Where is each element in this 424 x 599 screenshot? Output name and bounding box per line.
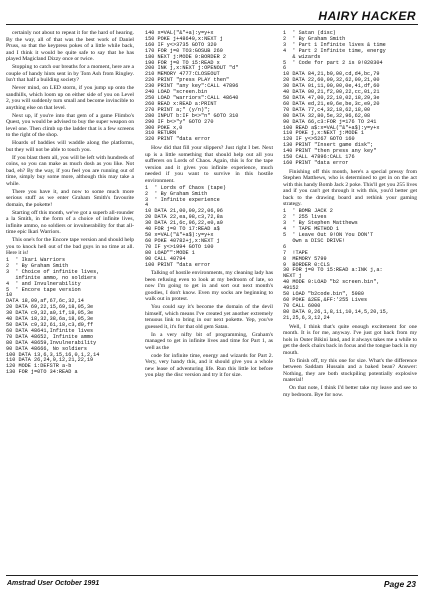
paragraph: certainly not about to repeat it for the hard of hearing. By the way, all of that was the best work of Daniel Pruss, so that the keypress pokes of a little while back, and I think it would be quite safe to say that he has played Magicland Dizzy once or twice.	[6, 30, 134, 62]
paragraph: Next up, if you're into that gem of a game Flimbo's Quest, you would be advised to buy the super weapon on level one. Then climb up the ladder that is a few screens to the right of the shop.	[6, 112, 134, 138]
paragraph: On that note, I think I'd better take my leave and see to my bedroom. Bye for now.	[283, 385, 417, 398]
paragraph: code for infinite time, energy and wizards for Part 2. Very, very handy this, and it should give you a whole new lease of adventuring life. Run this little lot before you play the disc version and try it for size.	[145, 352, 273, 379]
code-listing-ikari-warriors-continued: 140 x=VAL("&"+a):y=y+x 150 POKE j+48640,x:NEXT j 160 IF y<>3735 GOTO 320 170 FOR j=0 TO3:GOSUB 260 180 NEXT j:MODE 0:BORDER 2 190 FOR j=0 TO 15:READ x 200 INK j,x:NEXT j:OPENOUT "d" 210 MEMORY 4777:CLOSEOUT 220 PRINT "press PLAY then" 230 PRINT "any key":CALL 47896 240 LOAD "screen.bin 250 LOAD "warriors":CALL 48640 260 READ x:READ a:PRINT 270 PRINT a;" (y/n)"; 280 INPUT b:IF b<>"n" GOTO 310 290 IF b<>"y" GOTO 270 300 POKE x,0 310 RETURN 320 PRINT "data error	[145, 30, 239, 143]
paragraph: This one's for the Encore tape version and should help you to knock hell out of the bad guys in no time at all. Here it is!	[6, 237, 134, 256]
paragraph: If you blast them all, you will be left with hundreds of coins, so you can make as much dosh as you like. Not bad, eh? By the way, if you feel you are running out of time, simply buy some more, although this may take a while.	[6, 154, 134, 187]
paragraph: In a very nifty bit of programming, Graham's managed to get in infinite lives and time for Part 1, as well as the	[145, 331, 273, 351]
paragraph: To finish off, try this one for size. What's the difference between Saddam Hussain and a baked bean? Answer: Nothing, they are both stockpiling potentially explosive material!	[283, 357, 417, 384]
paragraph: Well, I think that's quite enough excitement for one month. It is for me, anyway. I've just got back from my hols in Outer Bikini land, and it always takes me a while to get the deck chairs back in focus and the tongue back in my mouth.	[283, 323, 417, 356]
column-1	[6, 30, 134, 569]
paragraph: Finishing off this month, here's a special pressy from Stephen Matthews, who is determined to get in on the act with this handy Bomb Jack 2 poke. This'll get you 255 lives and if you can't get through it with this, you'd better get back to the drawing board and rethink your gaming strategy.	[283, 168, 417, 208]
header-rule	[6, 24, 418, 25]
footer-rule	[6, 575, 418, 576]
code-listing-satan: 1 ' Satan (disc) 2 ' By Graham Smith 3 ' Part 1 Infinite lives & time 4 ' Part 2 Infinite time, energy & wizards 5 ' Code for part 2 is 0!020304 6 10 DATA 84,21,b9,00,cd,d4,bc,79 20 DATA 22,60,00,32,62,00,21,00 30 DATA 01,11,00,00,0e,41,df,60 40 DATA 00,21,f2,00,22,cc,01,21 50 DATA 47,00,22,10,02,18,29,3e 60 DATA ed,21,e9,6e,be,3c,e9,20 70 DATA 77,c4,32,18,62,18,00 80 DATA 32,80,5e,32,96,62,08 90 DATA 66,c3:FOR j=176 TO 241 100 READ a$:x=VAL("&"+a$):y=y+x 110 POKE j,x:NEXT j:MODE 1 120 IF y<>5267 GOTO 160 130 PRINT "Insert game disk"; 140 PRINT "then press any key" 150 CALL 47896:CALL 176 160 PRINT "data error	[283, 30, 386, 166]
paragraph: Stopping to catch our breaths for a moment, here are a couple of handy hints sent in by Tom Ash from Ringley. Isn't that half a building society?	[6, 64, 134, 83]
page-number: Page 23	[383, 579, 416, 589]
paragraph: Hoards of baddies will waddle along the platforms, but they will not be able to touch you.	[6, 140, 134, 153]
code-listing-bomb-jack-2: 1 ' BOMB JACK 2 2 ' 255 lives 3 ' By Stephen Matthews 4 ' TAPE METHOD 1 5 ' Leave Out 9!ON You DON'T Own a DISC DRIVE! 6 7 !TAPE 8 MEMORY 5799 9 BORDER 0:CLS 30 FOR j=0 TO 15:READ a:INK j,a: NEXT j 40 MODE 0:LOAD "b2 screen.bin", 49152 50 LOAD "b2code.bin", 5980 60 POKE &2EE,&FF:'255 Lives 70 CALL 6000 80 DATA 0,26,1,8,11,10,14,5,20,15, 21,25,6,3,12,24	[283, 208, 389, 321]
magazine-issue: Amstrad User October 1991	[7, 580, 100, 587]
code-listing-ikari-warriors: 1 ' Ikari Warriors 2 ' By Graham Smith 3 ' Choice of infinite lives, infinite ammo, no soldiers 4 ' and Invulnerability 5 ' Encore tape version 10 DATA 18,09,af,67,6c,32,14 20 DATA 69,22,15,69,18,05,3e 30 DATA c9,32,a0,1f,18,05,3e 40 DATA 18,32,38,6a,18,05,3e 50 DATA c9,32,61,18,c3,d0,ff 60 DATA 48641,Infinite lives 70 DATA 48652, Infinite ammo 80 DATA 48659,Invulnerability 90 DATA 48666, No soldiers 100 DATA 13,6,3,15,16,0,1,2,14 110 DATA 26,24,9,12,21,22,19 120 MODE 1:DEFSTR a-b 130 FOR j=0TO 34:READ a	[6, 257, 100, 376]
column-3	[283, 30, 417, 569]
paragraph: You could say it's become the domain of the devil himself, which means I've created yet another extremely tenuous link to bring in our next pokette. Yep, you've guessed it, it's for that old gem Satan.	[145, 304, 273, 330]
paragraph: Never mind, on LED storm, if you jump up onto the sandhills, which loom up on either side of you on Level 2, you will suddenly turn small and become invincible to anything else on that level.	[6, 85, 134, 111]
section-title: HAIRY HACKER	[318, 9, 416, 23]
paragraph: Starting off this month, we've got a superb all-rounder a la Smith, in the form of a choice of infinite lives, infinite ammo, no soldiers or invulnerability for that all-time epic Ikari Warriors.	[6, 209, 134, 235]
code-listing-lords-of-chaos: 1 ' Lords of Chaos (tape) 2 ' By Graham Smith 3 ' Infinite experience 4 10 DATA 21,00,00,22,06,96 20 DATA 22,ea,98,c3,72,8a 30 DATA 21,6c,96,22,e0,a0 40 FOR j=0 TO 17:READ a$ 50 x=VAL("&"+a$):y=y+x 60 POKE 40782+j,x:NEXT j 70 IF y<>1994 GOTO 100 80 LOAD"":MODE 1 90 CALL 40794 100 PRINT "data error	[145, 184, 226, 268]
paragraph: How did that fill your slippers? Just right I bet. Next up is a little something that should help out all you sufferers on Lords of Chaos. Again, this is for the tape version and it gives you infinite experience, much needed if you want to survive in this hostile environment.	[145, 145, 273, 184]
paragraph: Talking of hostile environments, my cleaning lady has been refusing even to look at my bedroom of late, so now I'm going to get in and sort out next month's goodies, I don't know. Even my socks are beginning to walk out in protest.	[145, 270, 273, 303]
column-2	[145, 30, 273, 569]
paragraph: There you have it, and now to some much more serious stuff as we enter Graham Smith's favourite domain, the pokette!	[6, 188, 134, 208]
